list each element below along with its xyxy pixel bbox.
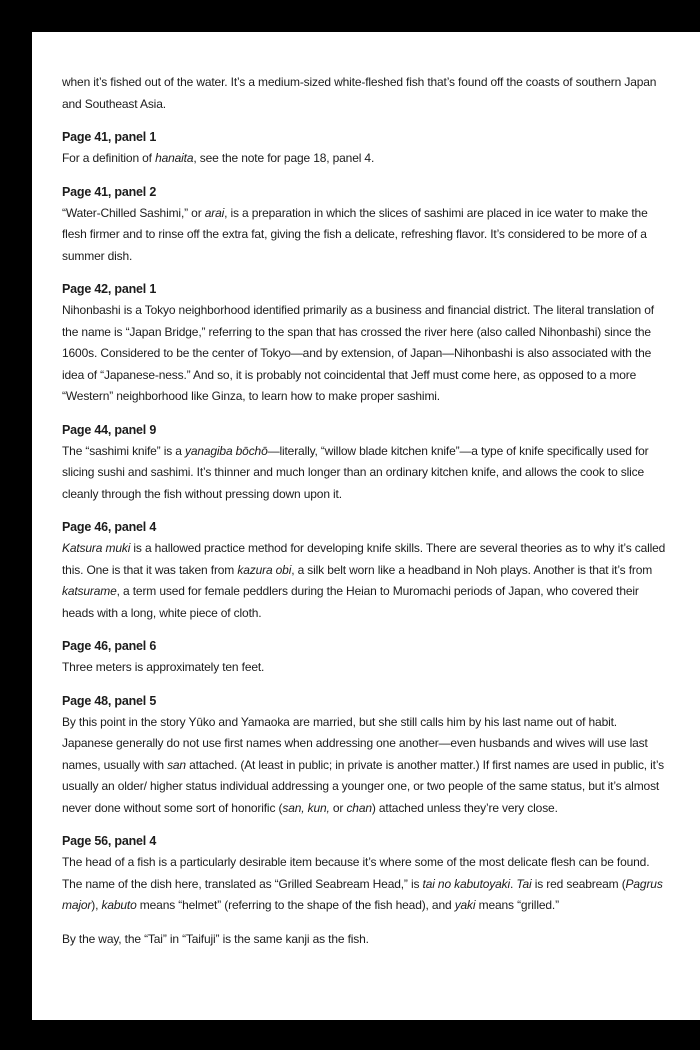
note-body: The head of a fish is a particularly desirable item because it’s where some of the most delicate flesh can be found. The name of the dish here, translated as “Grilled Seabream Head,” is tai no kabutoyaki. Tai is red seabream (Pagrus major), kabuto means “helmet” (referring to the shape of the fish head), and yaki means “grilled.” [62, 855, 663, 912]
intro-text: when it’s fished out of the water. It’s a medium-sized white-fleshed fish that’s found off the coasts of southern Japan and Southeast Asia. [62, 75, 657, 111]
note-heading: Page 41, panel 2 [62, 184, 157, 199]
note-section [62, 420, 670, 506]
note-section [62, 691, 670, 820]
note-body: For a definition of hanaita, see the note for page 18, panel 4. [62, 151, 375, 165]
note-heading: Page 46, panel 4 [62, 520, 157, 534]
note-section [62, 182, 670, 268]
note-heading: Page 42, panel 1 [62, 282, 157, 296]
notes-page [32, 32, 700, 1020]
note-body: “Water-Chilled Sashimi,” or arai, is a preparation in which the slices of sashimi are placed in ice water to make the flesh firmer and to rinse off the extra fat, giving the fish a delicate, refreshing flavor. It’s considered to be more of a summer dish. [62, 205, 648, 263]
note-section [62, 517, 670, 624]
closing-paragraph [62, 929, 670, 951]
note-heading: Page 56, panel 4 [62, 834, 157, 848]
note-section [62, 127, 670, 170]
note-section [62, 831, 670, 917]
note-body: Three meters is approximately ten feet. [62, 660, 265, 674]
note-heading: Page 44, panel 9 [62, 422, 157, 437]
note-section [62, 279, 670, 408]
note-body: Nihonbashi is a Tokyo neighborhood identified primarily as a business and financial district. The literal translation of the name is “Japan Bridge,” referring to the span that has crossed the river here (also called Nihonbashi) since the 1600s. Considered to be the center of Tokyo—and by extension, of Japan—Nihonbashi is also associated with the idea of “Japanese-ness.” And so, it is probably not coincidental that Jeff must come here, as opposed to a more “Western” neighborhood like Ginza, to learn how to make proper sashimi. [62, 303, 654, 403]
note-heading: Page 48, panel 5 [62, 693, 157, 708]
note-body: By this point in the story Yūko and Yamaoka are married, but she still calls him by his last name out of habit. Japanese generally do not use first names when addressing one another—even husbands and wives will use last names, usually with san attached. (At least in public; in private is another matter.) If first names are used in public, it’s usually an older/ higher status individual addressing a younger one, or two people of the same status, but it’s almost never done without some sort of honorific (san, kun, or chan) attached unless they’re very close. [62, 714, 665, 815]
note-section [62, 636, 670, 679]
closing-text: By the way, the “Tai” in “Taifuji” is the same kanji as the fish. [62, 931, 369, 946]
note-body: The “sashimi knife” is a yanagiba bōchō—literally, “willow blade kitchen knife”—a type of knife specifically used for slicing sushi and sashimi. It’s thinner and much longer than an ordinary kitchen knife, and allows the cook to slice cleanly through the fish without pressing down upon it. [62, 443, 649, 501]
note-body: Katsura muki is a hallowed practice method for developing knife skills. There are several theories as to why it’s called this. One is that it was taken from kazura obi, a silk belt worn like a headband in Noh plays. Another is that it’s from katsurame, a term used for female peddlers during the Heian to Muromachi periods of Japan, who covered their heads with a long, white piece of cloth. [62, 541, 666, 620]
intro-paragraph [62, 72, 670, 115]
note-heading: Page 41, panel 1 [62, 130, 157, 144]
note-heading: Page 46, panel 6 [62, 639, 157, 653]
